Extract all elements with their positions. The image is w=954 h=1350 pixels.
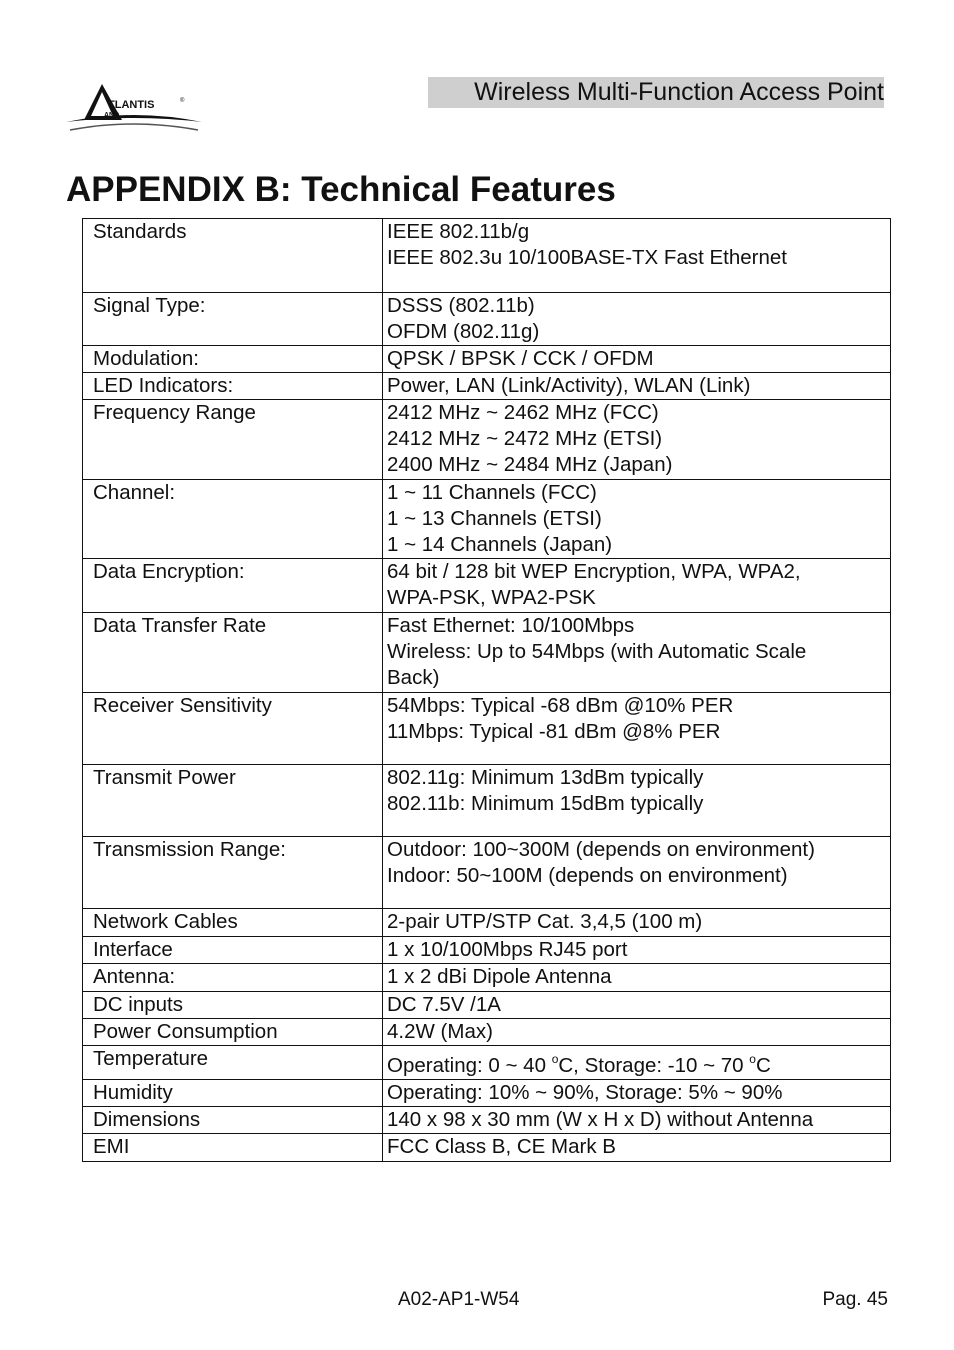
spec-label: Interface bbox=[83, 937, 383, 964]
spec-label: Standards bbox=[83, 219, 383, 293]
spec-value-line: 4.2W (Max) bbox=[387, 1020, 493, 1043]
spec-label: Humidity bbox=[83, 1080, 383, 1107]
spec-value bbox=[383, 293, 891, 346]
spec-value bbox=[383, 613, 891, 693]
spec-value bbox=[383, 909, 891, 937]
spec-value bbox=[383, 559, 891, 613]
spec-row bbox=[83, 1019, 891, 1046]
spec-value-line: 64 bit / 128 bit WEP Encryption, WPA, WPA2, bbox=[387, 560, 801, 583]
spec-value bbox=[383, 765, 891, 837]
spec-label: Data Transfer Rate bbox=[83, 613, 383, 693]
spec-row bbox=[83, 937, 891, 964]
spec-value bbox=[383, 964, 891, 992]
spec-row bbox=[83, 1080, 891, 1107]
spec-value bbox=[383, 1134, 891, 1162]
spec-row bbox=[83, 837, 891, 909]
spec-row bbox=[83, 1134, 891, 1162]
spec-value-line: OFDM (802.11g) bbox=[387, 320, 540, 343]
spec-label: EMI bbox=[83, 1134, 383, 1162]
footer-model-code: A02-AP1-W54 bbox=[398, 1289, 520, 1310]
spec-row bbox=[83, 480, 891, 559]
spec-label: Frequency Range bbox=[83, 400, 383, 480]
page-heading: APPENDIX B: Technical Features bbox=[66, 170, 616, 209]
temperature-text: C bbox=[755, 1054, 771, 1077]
spec-value-line: Fast Ethernet: 10/100Mbps bbox=[387, 614, 635, 637]
spec-value bbox=[383, 1046, 891, 1080]
spec-value-line: 2412 MHz ~ 2472 MHz (ETSI) bbox=[387, 427, 663, 450]
spec-label: Transmit Power bbox=[83, 765, 383, 837]
spec-value bbox=[383, 693, 891, 765]
svg-text:TLANTIS: TLANTIS bbox=[108, 99, 155, 111]
spec-label: Network Cables bbox=[83, 909, 383, 937]
spec-value-line: Back) bbox=[387, 666, 440, 689]
spec-row bbox=[83, 346, 891, 373]
spec-row bbox=[83, 693, 891, 765]
spec-label: Modulation: bbox=[83, 346, 383, 373]
spec-value bbox=[383, 480, 891, 559]
spec-value-line: 2-pair UTP/STP Cat. 3,4,5 (100 m) bbox=[387, 910, 703, 933]
spec-value-line: 1 x 10/100Mbps RJ45 port bbox=[387, 938, 628, 961]
spec-value-line: 1 ~ 14 Channels (Japan) bbox=[387, 533, 613, 556]
svg-text:®: ® bbox=[180, 98, 185, 104]
temperature-text: C, Storage: -10 ~ 70 bbox=[558, 1054, 750, 1077]
spec-value-line: Indoor: 50~100M (depends on environment) bbox=[387, 864, 788, 887]
spec-value-line: Wireless: Up to 54Mbps (with Automatic Scale bbox=[387, 640, 807, 663]
spec-value-line: WPA-PSK, WPA2-PSK bbox=[387, 586, 596, 609]
spec-value bbox=[383, 837, 891, 909]
spec-row bbox=[83, 293, 891, 346]
spec-label: Dimensions bbox=[83, 1107, 383, 1134]
spec-label: Transmission Range: bbox=[83, 837, 383, 909]
spec-value-line: 2400 MHz ~ 2484 MHz (Japan) bbox=[387, 453, 673, 476]
spec-value-line: 140 x 98 x 30 mm (W x H x D) without Antenna bbox=[387, 1108, 814, 1131]
spec-row bbox=[83, 992, 891, 1019]
svg-text:AND: AND bbox=[104, 112, 120, 119]
spec-value-line: DSSS (802.11b) bbox=[387, 294, 535, 317]
spec-value-line: 1 x 2 dBi Dipole Antenna bbox=[387, 965, 612, 988]
spec-value-line: Operating: 10% ~ 90%, Storage: 5% ~ 90% bbox=[387, 1081, 783, 1104]
spec-value bbox=[383, 1019, 891, 1046]
spec-row bbox=[83, 559, 891, 613]
spec-row bbox=[83, 964, 891, 992]
spec-value-line: 54Mbps: Typical -68 dBm @10% PER bbox=[387, 694, 734, 717]
spec-value-line: Outdoor: 100~300M (depends on environment) bbox=[387, 838, 815, 861]
atlantis-land-logo bbox=[64, 78, 204, 140]
spec-value-line: IEEE 802.11b/g bbox=[387, 220, 530, 243]
spec-value-line bbox=[387, 1046, 890, 1079]
spec-value bbox=[383, 992, 891, 1019]
spec-value-line: IEEE 802.3u 10/100BASE-TX Fast Ethernet bbox=[387, 246, 787, 269]
spec-value-line: 11Mbps: Typical -81 dBm @8% PER bbox=[387, 720, 721, 743]
spec-value bbox=[383, 346, 891, 373]
spec-value-line: FCC Class B, CE Mark B bbox=[387, 1135, 616, 1158]
spec-value-line: 2412 MHz ~ 2462 MHz (FCC) bbox=[387, 401, 659, 424]
spec-value bbox=[383, 1107, 891, 1134]
spec-value bbox=[383, 373, 891, 400]
spec-value-line: 1 ~ 13 Channels (ETSI) bbox=[387, 507, 602, 530]
spec-row bbox=[83, 1046, 891, 1080]
spec-value bbox=[383, 1080, 891, 1107]
spec-label: Channel: bbox=[83, 480, 383, 559]
spec-value-line: DC 7.5V /1A bbox=[387, 993, 501, 1016]
spec-row bbox=[83, 400, 891, 480]
spec-label: Receiver Sensitivity bbox=[83, 693, 383, 765]
spec-value bbox=[383, 219, 891, 293]
footer-page-number: Pag. 45 bbox=[822, 1289, 888, 1310]
spec-label: Temperature bbox=[83, 1046, 383, 1080]
spec-value-line: Power, LAN (Link/Activity), WLAN (Link) bbox=[387, 374, 751, 397]
spec-label: Signal Type: bbox=[83, 293, 383, 346]
spec-label: Power Consumption bbox=[83, 1019, 383, 1046]
spec-row bbox=[83, 909, 891, 937]
spec-value-line: 802.11g: Minimum 13dBm typically bbox=[387, 766, 704, 789]
spec-label: LED Indicators: bbox=[83, 373, 383, 400]
spec-row bbox=[83, 373, 891, 400]
degree-symbol: o bbox=[551, 1052, 559, 1066]
spec-label: Data Encryption: bbox=[83, 559, 383, 613]
document-header-title: Wireless Multi-Function Access Point bbox=[428, 77, 884, 108]
spec-label: DC inputs bbox=[83, 992, 383, 1019]
spec-value bbox=[383, 937, 891, 964]
technical-features-table bbox=[82, 218, 891, 1162]
spec-row bbox=[83, 1107, 891, 1134]
spec-row bbox=[83, 765, 891, 837]
spec-row bbox=[83, 219, 891, 293]
spec-value bbox=[383, 400, 891, 480]
temperature-text: Operating: 0 ~ 40 bbox=[387, 1054, 552, 1077]
spec-value-line: 802.11b: Minimum 15dBm typically bbox=[387, 792, 704, 815]
spec-value-line: QPSK / BPSK / CCK / OFDM bbox=[387, 347, 654, 370]
degree-symbol: o bbox=[749, 1052, 756, 1066]
spec-value-line: 1 ~ 11 Channels (FCC) bbox=[387, 481, 597, 504]
spec-row bbox=[83, 613, 891, 693]
spec-label: Antenna: bbox=[83, 964, 383, 992]
